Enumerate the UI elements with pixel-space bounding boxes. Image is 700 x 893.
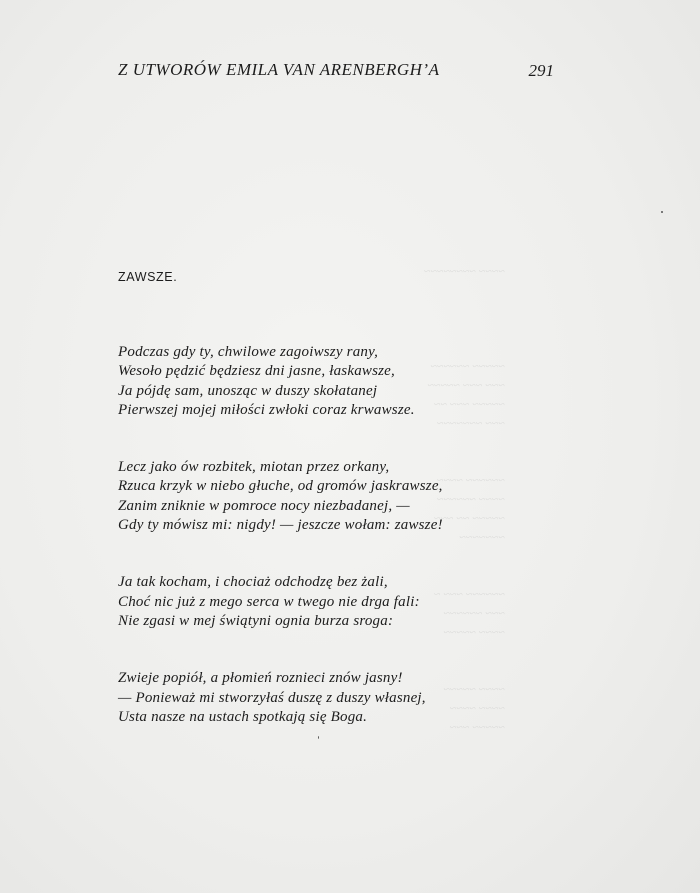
poem-line: Lecz jako ów rozbitek, miotan przez orkany, [118,459,390,476]
paper-speck [661,211,663,213]
stanza [118,669,558,727]
stanza [118,573,558,631]
bleed-through-texture: ~~~~ ~~~~~~~~ ~~~~~ ~~~~~~ ~~~ ~~~ ~~~~~ ~~~~~ ~~~ ~~ ~~~ ~~~~~~~ ~~~~~~ ~~~~ ~~~~ ~~~~~~ ~~~~~ ~~ ~~~ ~~~~~~~ ~~~~~~ ~~~ ~ ~~~ ~~~~~~ ~~~~ ~~~~~ ~~~~ ~~~~~ ~~~~ ~~~~ ~~~~~ ~~~ [424,264,505,734]
stanza [118,458,558,535]
poem-line: Zanim zniknie w pomroce nocy niezbadanej, — [118,497,410,514]
page-header [118,60,558,84]
paper-speck [318,736,319,739]
poem-line: Nie zgasi w mej świątyni ognia burza sroga: [118,612,394,629]
poem-line: — Ponieważ mi stworzyłaś duszę z duszy własnej, [118,689,426,706]
poem-line: Gdy ty mówisz mi: nigdy! — jeszcze wołam: zawsze! [118,517,443,534]
poem-line: Ja tak kocham, i chociaż odchodzę bez żali, [118,574,388,591]
poem-line: Choć nic już z mego serca w twego nie drga fali: [118,593,420,610]
poem-title: ZAWSZE. [118,270,178,284]
poem-line: Zwieje popiół, a płomień roznieci znów jasny! [118,670,403,687]
poem-line: Wesoło pędzić będziesz dni jasne, łaskawsze, [118,363,395,380]
poem-line: Usta nasze na ustach spotkają się Boga. [118,708,368,725]
stanza [118,343,558,420]
page-number: 291 [528,61,554,80]
poem-line: Podczas gdy ty, chwilowe zagoiwszy rany, [118,344,379,360]
poem-body [118,343,558,765]
poem-line: Pierwszej mojej miłości zwłoki coraz krwawsze. [118,401,415,418]
poem-line: Ja pójdę sam, unosząc w duszy skołatanej [118,382,378,399]
running-head: Z UTWORÓW EMILA VAN ARENBERGH’A [118,60,440,79]
poem-line: Rzuca krzyk w niebo głuche, od gromów jaskrawsze, [118,478,443,495]
